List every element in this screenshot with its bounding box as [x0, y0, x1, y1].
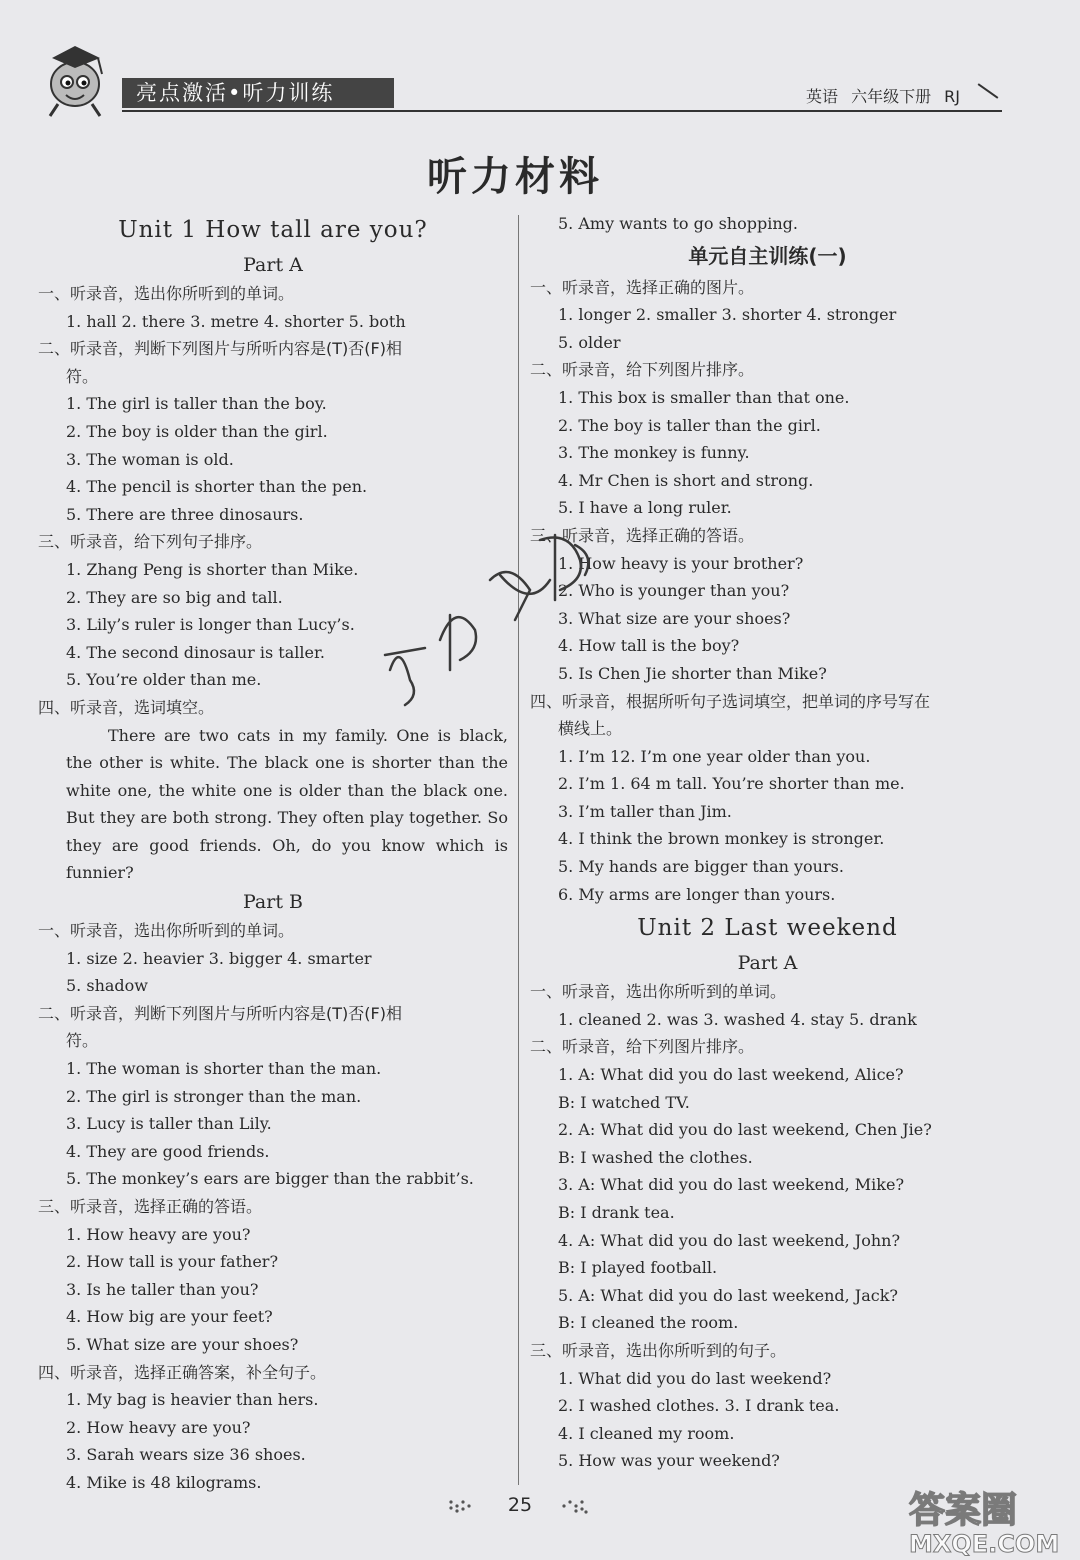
page-number: 25: [507, 1494, 533, 1516]
list-item: 1. cleaned 2. was 3. washed 4. stay 5. drank: [558, 1009, 917, 1029]
right-column: [530, 210, 1005, 1475]
header-banner: 亮点激活•听力训练: [122, 78, 394, 108]
section-heading: 二、听录音，判断下列图片与所听内容是(T)否(F)相: [38, 1003, 402, 1023]
list-item: 5. I have a long ruler.: [558, 498, 732, 518]
list-item: 4. Mr Chen is short and strong.: [558, 470, 814, 490]
list-item: 3. Lily’s ruler is longer than Lucy’s.: [66, 615, 355, 635]
list-item: 4. I think the brown monkey is stronger.: [558, 829, 885, 849]
list-item: 2. How heavy are you?: [66, 1417, 251, 1437]
list-item: B: I drank tea.: [558, 1203, 675, 1222]
section-heading: 四、听录音，选词填空。: [38, 697, 215, 717]
list-item: 2. The boy is older than the girl.: [66, 421, 328, 441]
list-item: 1. longer 2. smaller 3. shorter 4. stronger: [558, 305, 897, 325]
list-item: 3. I’m taller than Jim.: [558, 801, 732, 821]
list-item: 5. There are three dinosaurs.: [66, 504, 304, 524]
list-item: 4. The pencil is shorter than the pen.: [66, 477, 368, 497]
section-heading: 一、听录音，选出你所听到的单词。: [38, 921, 295, 941]
part-heading: Part B: [243, 891, 303, 914]
list-item: 5. My hands are bigger than yours.: [558, 857, 844, 877]
section-heading: 一、听录音，选出你所听到的单词。: [530, 982, 787, 1002]
list-item: 3. The monkey is funny.: [558, 443, 750, 463]
list-item: 5. older: [558, 332, 621, 352]
header-rule: [122, 110, 1002, 112]
section-heading: 二、听录音，判断下列图片与所听内容是(T)否(F)相: [38, 339, 402, 359]
list-item: 5. How was your weekend?: [558, 1451, 780, 1471]
part-heading: Part A: [243, 254, 303, 276]
section-heading: 三、听录音，选出你所听到的句子。: [530, 1340, 787, 1360]
list-item: 2. I’m 1. 64 m tall. You’re shorter than me.: [558, 774, 905, 794]
section-heading: 二、听录音，给下列图片排序。: [530, 360, 755, 380]
list-item: 1. A: What did you do last weekend, Alice?: [558, 1065, 904, 1085]
list-item: 5. The monkey’s ears are bigger than the rabbit’s.: [66, 1169, 474, 1189]
list-item: 1. hall 2. there 3. metre 4. shorter 5. both: [66, 311, 406, 331]
page-header: [30, 40, 1000, 120]
list-item: 2. The boy is taller than the girl.: [558, 415, 821, 435]
list-item: B: I cleaned the room.: [558, 1313, 739, 1333]
section-heading: 四、听录音，选择正确答案，补全句子。: [38, 1362, 327, 1382]
list-item: 4. How big are your feet?: [66, 1307, 273, 1327]
watermark-text: 答案圈: [909, 1490, 1018, 1531]
list-item: 3. The woman is old.: [66, 449, 234, 469]
column-divider: [518, 215, 519, 1485]
list-item: 1. This box is smaller than that one.: [558, 387, 850, 407]
handwritten-signature: [380, 520, 610, 710]
header-book-info: 英语 六年级下册 RJ: [805, 87, 960, 106]
list-item: 1. size 2. heavier 3. bigger 4. smarter: [66, 948, 372, 968]
list-item: 4. How tall is the boy?: [558, 636, 740, 656]
list-item: 4. They are good friends.: [66, 1141, 270, 1161]
part-heading: Part A: [737, 952, 798, 975]
mascot-icon: [40, 40, 110, 118]
section-heading: 二、听录音，给下列图片排序。: [530, 1037, 755, 1057]
watermark-url: MXQE.COM: [909, 1530, 1060, 1558]
list-item: 符。: [66, 366, 99, 386]
list-item: 3. Lucy is taller than Lily.: [66, 1114, 272, 1134]
list-item: 5. You’re older than me.: [66, 670, 262, 690]
list-item: 3. Is he taller than you?: [66, 1279, 259, 1299]
list-item: 2. I washed clothes. 3. I drank tea.: [558, 1396, 840, 1416]
site-watermark-logo: [905, 1480, 1075, 1558]
list-item: 3. What size are your shoes?: [558, 608, 791, 628]
list-item: 符。: [66, 1031, 99, 1051]
decorative-dots-right: [560, 1498, 590, 1514]
header-slash: [978, 83, 999, 98]
section-heading: 三、听录音，给下列句子排序。: [38, 532, 263, 552]
list-item: 6. My arms are longer than yours.: [558, 884, 836, 904]
list-item: 1. How heavy is your brother?: [558, 553, 804, 573]
list-item: 4. Mike is 48 kilograms.: [66, 1472, 262, 1492]
section-heading: 三、听录音，选择正确的答语。: [38, 1197, 263, 1216]
section-heading: 四、听录音，根据所听句子选词填空，把单词的序号写在: [530, 691, 931, 711]
list-item: 5. Is Chen Jie shorter than Mike?: [558, 663, 827, 683]
list-item: 2. They are so big and tall.: [66, 587, 283, 607]
list-item: 5. Amy wants to go shopping.: [558, 214, 798, 233]
section-heading: 三、听录音，选择正确的答语。: [530, 525, 755, 545]
list-item: 4. A: What did you do last weekend, John?: [558, 1230, 901, 1250]
list-item: 2. Who is younger than you?: [558, 581, 790, 601]
list-item: 5. shadow: [66, 976, 148, 996]
list-item: 1. The girl is taller than the boy.: [66, 394, 327, 414]
left-column: [38, 210, 508, 1497]
list-item: B: I watched TV.: [558, 1092, 690, 1112]
list-item: 1. I’m 12. I’m one year older than you.: [558, 746, 871, 766]
list-item: 2. The girl is stronger than the man.: [66, 1086, 362, 1106]
list-item: B: I washed the clothes.: [558, 1147, 753, 1167]
list-item: 4. I cleaned my room.: [558, 1423, 735, 1443]
list-item: 横线上。: [558, 719, 623, 739]
page-title: 听力材料: [427, 154, 603, 200]
list-item: 3. Sarah wears size 36 shoes.: [66, 1445, 306, 1465]
unit-heading: Unit 1 How tall are you?: [118, 217, 428, 243]
list-item: 1. What did you do last weekend?: [558, 1368, 832, 1388]
list-item: B: I played football.: [558, 1258, 718, 1278]
section-heading: 一、听录音，选择正确的图片。: [530, 277, 755, 297]
list-item: 2. How tall is your father?: [66, 1252, 279, 1272]
list-item: 4. The second dinosaur is taller.: [66, 642, 325, 662]
list-item: 1. How heavy are you?: [66, 1224, 251, 1244]
list-item: 3. A: What did you do last weekend, Mike?: [558, 1175, 905, 1195]
unit-heading: Unit 2 Last weekend: [637, 915, 898, 942]
list-item: 5. What size are your shoes?: [66, 1334, 299, 1354]
list-item: 1. The woman is shorter than the man.: [66, 1059, 382, 1079]
list-item: 2. A: What did you do last weekend, Chen Jie?: [558, 1120, 932, 1140]
list-item: 5. A: What did you do last weekend, Jack?: [558, 1285, 898, 1305]
training-heading: 单元自主训练(一): [688, 243, 847, 268]
section-heading: 一、听录音，选出你所听到的单词。: [38, 284, 295, 303]
list-item: 1. Zhang Peng is shorter than Mike.: [66, 559, 359, 579]
list-item: 1. My bag is heavier than hers.: [66, 1390, 319, 1410]
passage-paragraph: There are two cats in my family. One is black, the other is white. The black one is shorter than the white one, the white one is older than the black one. But they are both strong. They often play together. So they are good friends. Oh, do you know which is funnier?: [66, 725, 508, 883]
